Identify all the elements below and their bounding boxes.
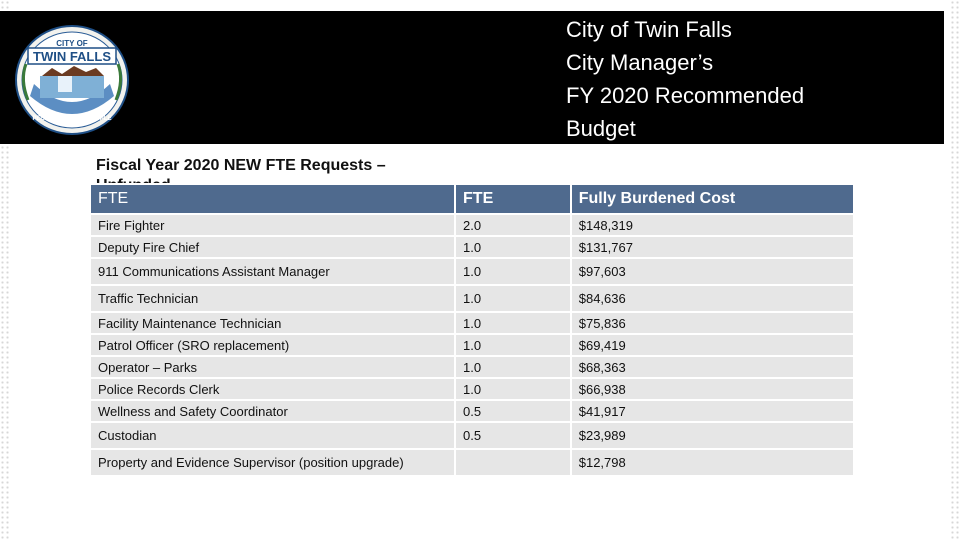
cost-cell: $12,798 — [571, 449, 854, 476]
top-strip — [0, 0, 960, 11]
position-cell: Deputy Fire Chief — [90, 236, 455, 258]
slide-subtitle: Fiscal Year 2020 NEW FTE Requests – — [96, 157, 386, 174]
fte-cell: 2.0 — [455, 214, 571, 236]
logo-text-top: CITY OF — [56, 39, 88, 48]
position-cell: Traffic Technician — [90, 285, 455, 312]
fte-requests-table — [89, 183, 855, 477]
table-row — [90, 312, 854, 334]
cost-cell: $97,603 — [571, 258, 854, 285]
title-line: Budget — [566, 116, 636, 141]
city-logo — [14, 24, 130, 136]
cost-cell: $148,319 — [571, 214, 854, 236]
cost-cell: $69,419 — [571, 334, 854, 356]
fte-cell: 1.0 — [455, 236, 571, 258]
position-cell: Police Records Clerk — [90, 378, 455, 400]
position-cell: Facility Maintenance Technician — [90, 312, 455, 334]
fte-cell: 1.0 — [455, 356, 571, 378]
right-dot-border — [950, 0, 960, 540]
cost-cell: $84,636 — [571, 285, 854, 312]
position-cell: Patrol Officer (SRO replacement) — [90, 334, 455, 356]
position-cell: Operator – Parks — [90, 356, 455, 378]
table-row — [90, 449, 854, 476]
fte-cell: 0.5 — [455, 400, 571, 422]
cost-cell: $23,989 — [571, 422, 854, 449]
table-row — [90, 356, 854, 378]
title-line: FY 2020 Recommended — [566, 83, 805, 108]
column-header-fte: FTE — [455, 184, 571, 214]
fte-cell: 1.0 — [455, 312, 571, 334]
cost-cell: $75,836 — [571, 312, 854, 334]
table-row — [90, 285, 854, 312]
presentation-title — [566, 13, 804, 145]
fte-cell: 1.0 — [455, 378, 571, 400]
logo-text-bottom: PEOPLE SERVING PEOPLE — [32, 116, 112, 122]
cost-cell: $131,767 — [571, 236, 854, 258]
cost-cell: $66,938 — [571, 378, 854, 400]
fte-cell: 1.0 — [455, 334, 571, 356]
position-cell: Wellness and Safety Coordinator — [90, 400, 455, 422]
position-cell: Custodian — [90, 422, 455, 449]
title-line: City of Twin Falls — [566, 17, 732, 42]
position-cell: 911 Communications Assistant Manager — [90, 258, 455, 285]
position-cell: Property and Evidence Supervisor (position upgrade) — [90, 449, 455, 476]
fte-cell: 1.0 — [455, 285, 571, 312]
fte-cell: 1.0 — [455, 258, 571, 285]
column-header-position: FTE — [90, 184, 455, 214]
table-row — [90, 258, 854, 285]
table-row — [90, 334, 854, 356]
column-header-cost: Fully Burdened Cost — [571, 184, 854, 214]
table-row — [90, 400, 854, 422]
title-line: City Manager’s — [566, 50, 714, 75]
cost-cell: $68,363 — [571, 356, 854, 378]
position-cell: Fire Fighter — [90, 214, 455, 236]
table-header-row — [90, 184, 854, 214]
cost-cell: $41,917 — [571, 400, 854, 422]
fte-cell — [455, 449, 571, 476]
table-row — [90, 378, 854, 400]
table-row — [90, 236, 854, 258]
table-row — [90, 214, 854, 236]
logo-text-main: TWIN FALLS — [33, 49, 111, 64]
table-row — [90, 422, 854, 449]
fte-cell: 0.5 — [455, 422, 571, 449]
